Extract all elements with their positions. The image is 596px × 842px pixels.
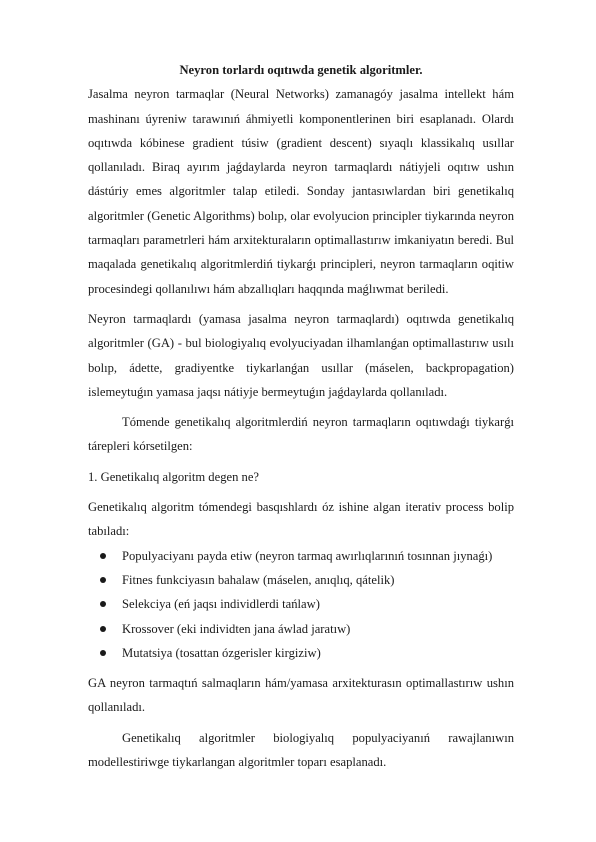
bullet-icon: [100, 553, 106, 559]
list-item-text: Selekciya (eń jaqsı individlerdi tańlaw): [122, 597, 320, 612]
bullet-icon: [100, 601, 106, 607]
bullet-icon: [100, 626, 106, 632]
intro-paragraph: Jasalma neyron tarmaqlar (Neural Networks) zamanagóy jasalma intellekt hám mashinanı úyreniw tarawınıń áhmiyetli komponentlerinen biri esaplanadı. Olardı oqıtıwda kóbinese gradient túsiw (gradient descent) sıyaqlı klassikalıq usıllar qollanıladı. Biraq ayırım jaǵdaylarda neyron tarmaqlardı nátiyjeli oqıtıw ushın dástúriy emes algoritmler talap etiledi. Sonday jantasıwlardan biri genetikalıq algoritmler (Genetic Algorithms) bolıp, olar evolyucion principler tiykarında neyron tarmaqları parametrleri hám arxitekturaların optimallastırıw imkaniyatın beredi. Bul maqalada genetikalıq algoritmlerdiń tiykarǵı principleri, neyron tarmaqların oqitiw procesindegi qollanılıwı hám abzallıqları haqqında maǵlıwmat beriledi.: [88, 87, 514, 296]
bullet-icon: [100, 650, 106, 656]
list-item: [88, 641, 514, 665]
ga-definition-paragraph: Neyron tarmaqlardı (yamasa jasalma neyron tarmaqlardı) oqıtıwda genetikalıq algoritmler (GA) - bul biologiyalıq evolyuciyadan ilhamlanǵan optimallastırıw usılı bolıp, ádette, gradiyentke tiykarlanǵan usıllar (máselen, backpropagation) islemeytuǵın yamasa jaqsı nátiyje bermeytuǵın jaǵdaylarda qollanıladı.: [88, 311, 514, 399]
document-page: [88, 58, 514, 774]
list-item-text: Krossover (eki individten jana áwlad jaratıw): [122, 621, 351, 636]
bullet-icon: [100, 577, 106, 583]
process-paragraph: Genetikalıq algoritm tómendegi basqıshlardı óz ishine algan iterativ process bolip tabıladı:: [88, 500, 514, 539]
list-item-text: Fitnes funkciyasın bahalaw (máselen, anıqlıq, qátelik): [122, 572, 395, 587]
section-heading: 1. Genetikalıq algoritm degen ne?: [88, 469, 260, 484]
list-item-text: Mutatsiya (tosattan ózgerisler kirgiziw): [122, 645, 321, 660]
list-item: [88, 617, 514, 641]
document-title: Neyron torlardı oqıtıwda genetik algoritmler.: [179, 63, 423, 77]
steps-list: [88, 544, 514, 665]
list-item: [88, 592, 514, 616]
list-item: [88, 568, 514, 592]
list-item-text: Populyaciyanı payda etiw (neyron tarmaq awırlıqlarınıń tosınnan jıynaǵı): [122, 548, 493, 563]
optimization-paragraph: GA neyron tarmaqtıń salmaqların hám/yamasa arxitekturasın optimallastırıw ushın qollanıladı.: [88, 676, 514, 715]
aspects-paragraph: Tómende genetikalıq algoritmlerdiń neyron tarmaqların oqıtıwdaǵı tiykarǵı tárepleri kórsetilgen:: [88, 415, 514, 454]
list-item: [88, 544, 514, 568]
closing-paragraph: Genetikalıq algoritmler biologiyalıq populyaciyanıń rawajlanıwın modellestiriwge tiykarlangan algoritmler toparı esaplanadı.: [88, 730, 514, 770]
